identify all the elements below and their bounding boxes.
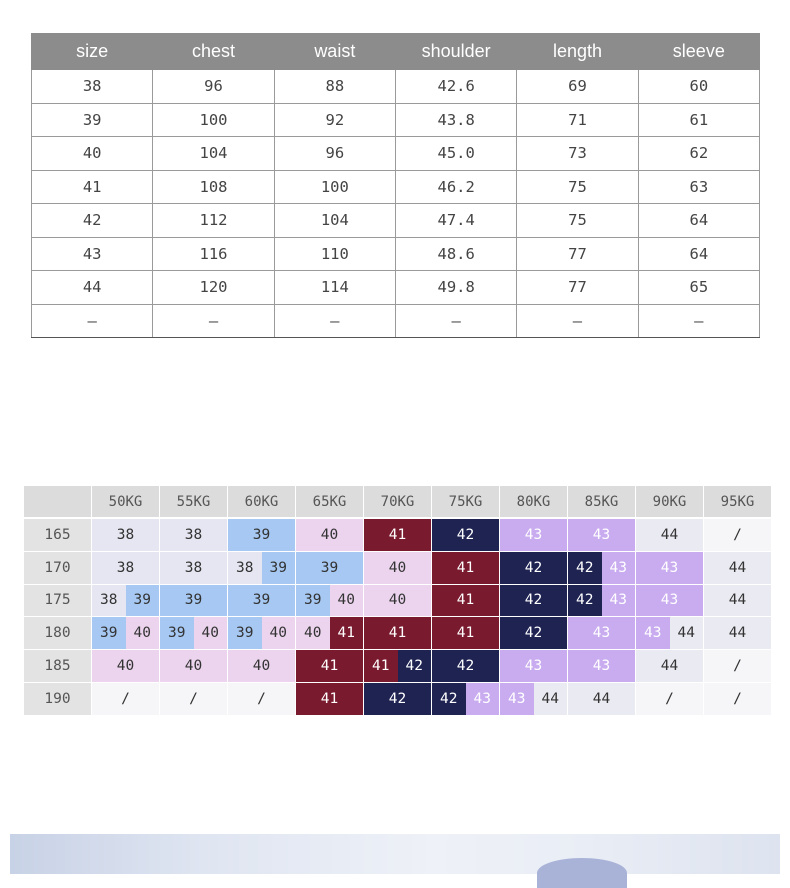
size-segment: 40: [296, 519, 363, 551]
table-cell: 75: [517, 170, 638, 204]
size-cell: [568, 683, 635, 715]
size-cell: [568, 617, 635, 649]
table-row: [32, 170, 760, 204]
table-cell: 39: [32, 103, 153, 137]
size-segment: 44: [704, 552, 771, 584]
size-segment: 39: [296, 585, 330, 617]
size-cell: [704, 585, 771, 617]
size-segment: 44: [704, 617, 771, 649]
table-cell: 45.0: [395, 137, 516, 171]
weight-header-cell: 75KG: [432, 486, 499, 517]
weight-header-cell: 80KG: [500, 486, 567, 517]
size-segment: 42: [398, 650, 432, 682]
size-cell: [636, 683, 703, 715]
size-segment: 41: [296, 683, 363, 715]
size-cell: [500, 617, 567, 649]
size-segment: 41: [364, 650, 398, 682]
size-segment: /: [704, 519, 771, 551]
product-photo-preview: [10, 834, 780, 874]
size-cell: [704, 650, 771, 682]
table-cell: 43: [32, 237, 153, 271]
size-segment: 38: [92, 552, 159, 584]
size-segment: 39: [92, 617, 126, 649]
size-cell: [228, 683, 295, 715]
size-segment: 39: [228, 617, 262, 649]
header-waist: waist: [274, 34, 395, 70]
size-segment: 38: [92, 585, 126, 617]
table-cell: 49.8: [395, 271, 516, 305]
table-cell: 104: [153, 137, 274, 171]
table-cell: 61: [638, 103, 759, 137]
table-cell: 110: [274, 237, 395, 271]
size-cell: [160, 650, 227, 682]
table-cell: 120: [153, 271, 274, 305]
table-cell: 47.4: [395, 204, 516, 238]
size-cell: [704, 519, 771, 551]
size-segment: /: [160, 683, 227, 715]
table-cell: 75: [517, 204, 638, 238]
weight-header-cell: 95KG: [704, 486, 771, 517]
size-segment: 43: [568, 617, 635, 649]
size-cell: [432, 683, 499, 715]
table-cell: –: [153, 304, 274, 338]
table-cell: 43.8: [395, 103, 516, 137]
size-segment: 39: [296, 552, 363, 584]
size-segment: 40: [330, 585, 364, 617]
table-cell: 63: [638, 170, 759, 204]
size-cell: [160, 552, 227, 584]
size-cell: [228, 552, 295, 584]
weight-header-cell: 85KG: [568, 486, 635, 517]
table-row: [32, 304, 760, 338]
table-cell: 73: [517, 137, 638, 171]
size-cell: [364, 519, 431, 551]
weight-header-cell: 60KG: [228, 486, 295, 517]
size-segment: 42: [500, 617, 567, 649]
size-segment: 44: [636, 650, 703, 682]
size-cell: [636, 552, 703, 584]
table-row: [32, 103, 760, 137]
size-segment: 43: [568, 650, 635, 682]
size-cell: [296, 617, 363, 649]
size-cell: [92, 617, 159, 649]
height-label-cell: 165: [24, 519, 91, 551]
size-cell: [432, 650, 499, 682]
table-cell: 69: [517, 70, 638, 104]
size-segment: 43: [636, 617, 670, 649]
size-segment: 39: [228, 585, 295, 617]
size-cell: [364, 585, 431, 617]
size-segment: /: [704, 650, 771, 682]
size-cell: [364, 617, 431, 649]
size-cell: [296, 519, 363, 551]
size-segment: 38: [92, 519, 159, 551]
size-cell: [500, 683, 567, 715]
header-chest: chest: [153, 34, 274, 70]
table-row: [32, 70, 760, 104]
size-segment: 42: [432, 650, 499, 682]
size-segment: 41: [432, 617, 499, 649]
size-segment: 43: [602, 552, 636, 584]
height-label-cell: 190: [24, 683, 91, 715]
size-segment: 40: [194, 617, 228, 649]
size-table: [31, 33, 760, 338]
size-cell: [160, 519, 227, 551]
size-cell: [500, 519, 567, 551]
size-segment: 43: [636, 552, 703, 584]
size-segment: 42: [568, 552, 602, 584]
weight-header-cell: 55KG: [160, 486, 227, 517]
size-segment: 41: [330, 617, 364, 649]
table-cell: 38: [32, 70, 153, 104]
size-table-body: [32, 70, 760, 338]
size-segment: 40: [228, 650, 295, 682]
size-cell: [364, 683, 431, 715]
size-segment: 44: [670, 617, 704, 649]
size-segment: 43: [466, 683, 500, 715]
size-segment: 41: [364, 519, 431, 551]
weight-header-cell: 65KG: [296, 486, 363, 517]
table-cell: 92: [274, 103, 395, 137]
size-segment: 40: [296, 617, 330, 649]
size-cell: [704, 617, 771, 649]
table-cell: 41: [32, 170, 153, 204]
table-cell: 48.6: [395, 237, 516, 271]
table-cell: 42.6: [395, 70, 516, 104]
table-cell: 40: [32, 137, 153, 171]
size-cell: [160, 617, 227, 649]
size-segment: /: [704, 683, 771, 715]
table-cell: –: [395, 304, 516, 338]
size-segment: 42: [500, 552, 567, 584]
size-segment: 40: [262, 617, 296, 649]
size-cell: [92, 650, 159, 682]
size-segment: 40: [364, 585, 431, 617]
size-table-header-row: [32, 34, 760, 70]
size-cell: [296, 683, 363, 715]
product-photo-shape: [537, 858, 627, 888]
size-cell: [364, 552, 431, 584]
height-label-cell: 180: [24, 617, 91, 649]
table-cell: –: [274, 304, 395, 338]
size-segment: 44: [636, 519, 703, 551]
table-cell: –: [638, 304, 759, 338]
size-segment: 38: [160, 552, 227, 584]
table-cell: 64: [638, 237, 759, 271]
size-segment: 42: [432, 683, 466, 715]
size-segment: 43: [568, 519, 635, 551]
size-cell: [160, 585, 227, 617]
size-cell: [160, 683, 227, 715]
table-cell: 77: [517, 271, 638, 305]
size-cell: [704, 552, 771, 584]
header-shoulder: shoulder: [395, 34, 516, 70]
size-segment: 43: [500, 519, 567, 551]
weight-height-size-chart: [24, 486, 770, 716]
size-cell: [432, 519, 499, 551]
weight-header-cell: 50KG: [92, 486, 159, 517]
header-sleeve: sleeve: [638, 34, 759, 70]
table-cell: –: [517, 304, 638, 338]
size-cell: [500, 552, 567, 584]
size-segment: 43: [636, 585, 703, 617]
size-cell: [228, 617, 295, 649]
size-segment: 39: [228, 519, 295, 551]
size-cell: [92, 585, 159, 617]
table-cell: 112: [153, 204, 274, 238]
size-segment: 42: [500, 585, 567, 617]
size-segment: 39: [126, 585, 160, 617]
table-cell: 46.2: [395, 170, 516, 204]
size-segment: 39: [160, 585, 227, 617]
size-segment: 42: [432, 519, 499, 551]
size-cell: [500, 585, 567, 617]
size-cell: [568, 519, 635, 551]
size-segment: 44: [534, 683, 568, 715]
size-cell: [636, 519, 703, 551]
table-cell: 77: [517, 237, 638, 271]
size-segment: 40: [160, 650, 227, 682]
table-cell: 44: [32, 271, 153, 305]
height-label-cell: 185: [24, 650, 91, 682]
size-cell: [432, 617, 499, 649]
size-cell: [92, 683, 159, 715]
table-cell: 96: [153, 70, 274, 104]
size-segment: 43: [602, 585, 636, 617]
table-cell: 108: [153, 170, 274, 204]
height-label-cell: 175: [24, 585, 91, 617]
table-cell: 60: [638, 70, 759, 104]
size-segment: 44: [704, 585, 771, 617]
table-row: [32, 204, 760, 238]
header-size: size: [32, 34, 153, 70]
size-segment: 38: [228, 552, 262, 584]
size-segment: 44: [568, 683, 635, 715]
size-segment: /: [636, 683, 703, 715]
table-cell: 65: [638, 271, 759, 305]
size-cell: [228, 650, 295, 682]
size-segment: 41: [432, 552, 499, 584]
table-cell: 96: [274, 137, 395, 171]
size-segment: 43: [500, 650, 567, 682]
size-cell: [92, 552, 159, 584]
size-cell: [636, 617, 703, 649]
size-cell: [568, 650, 635, 682]
table-row: [32, 237, 760, 271]
size-cell: [636, 585, 703, 617]
table-row: [32, 137, 760, 171]
size-cell: [704, 683, 771, 715]
size-cell: [568, 552, 635, 584]
size-segment: 41: [432, 585, 499, 617]
weight-header-cell: 70KG: [364, 486, 431, 517]
table-cell: 62: [638, 137, 759, 171]
size-cell: [568, 585, 635, 617]
table-cell: 100: [274, 170, 395, 204]
size-cell: [364, 650, 431, 682]
size-cell: [92, 519, 159, 551]
size-cell: [228, 519, 295, 551]
table-cell: 71: [517, 103, 638, 137]
size-cell: [432, 552, 499, 584]
size-cell: [296, 585, 363, 617]
table-cell: 114: [274, 271, 395, 305]
table-cell: –: [32, 304, 153, 338]
size-segment: 38: [160, 519, 227, 551]
table-cell: 88: [274, 70, 395, 104]
size-cell: [296, 552, 363, 584]
size-cell: [296, 650, 363, 682]
table-cell: 116: [153, 237, 274, 271]
table-cell: 104: [274, 204, 395, 238]
size-segment: /: [92, 683, 159, 715]
table-row: [32, 271, 760, 305]
size-segment: 39: [160, 617, 194, 649]
table-cell: 100: [153, 103, 274, 137]
size-segment: /: [228, 683, 295, 715]
size-segment: 42: [364, 683, 431, 715]
weight-header-cell: 90KG: [636, 486, 703, 517]
size-segment: 41: [364, 617, 431, 649]
size-segment: 39: [262, 552, 296, 584]
size-cell: [636, 650, 703, 682]
size-segment: 40: [364, 552, 431, 584]
weight-header-corner: [24, 486, 91, 517]
header-length: length: [517, 34, 638, 70]
size-cell: [432, 585, 499, 617]
table-cell: 42: [32, 204, 153, 238]
size-segment: 43: [500, 683, 534, 715]
size-cell: [500, 650, 567, 682]
size-segment: 40: [126, 617, 160, 649]
size-segment: 41: [296, 650, 363, 682]
table-cell: 64: [638, 204, 759, 238]
height-label-cell: 170: [24, 552, 91, 584]
size-segment: 42: [568, 585, 602, 617]
size-segment: 40: [92, 650, 159, 682]
size-cell: [228, 585, 295, 617]
